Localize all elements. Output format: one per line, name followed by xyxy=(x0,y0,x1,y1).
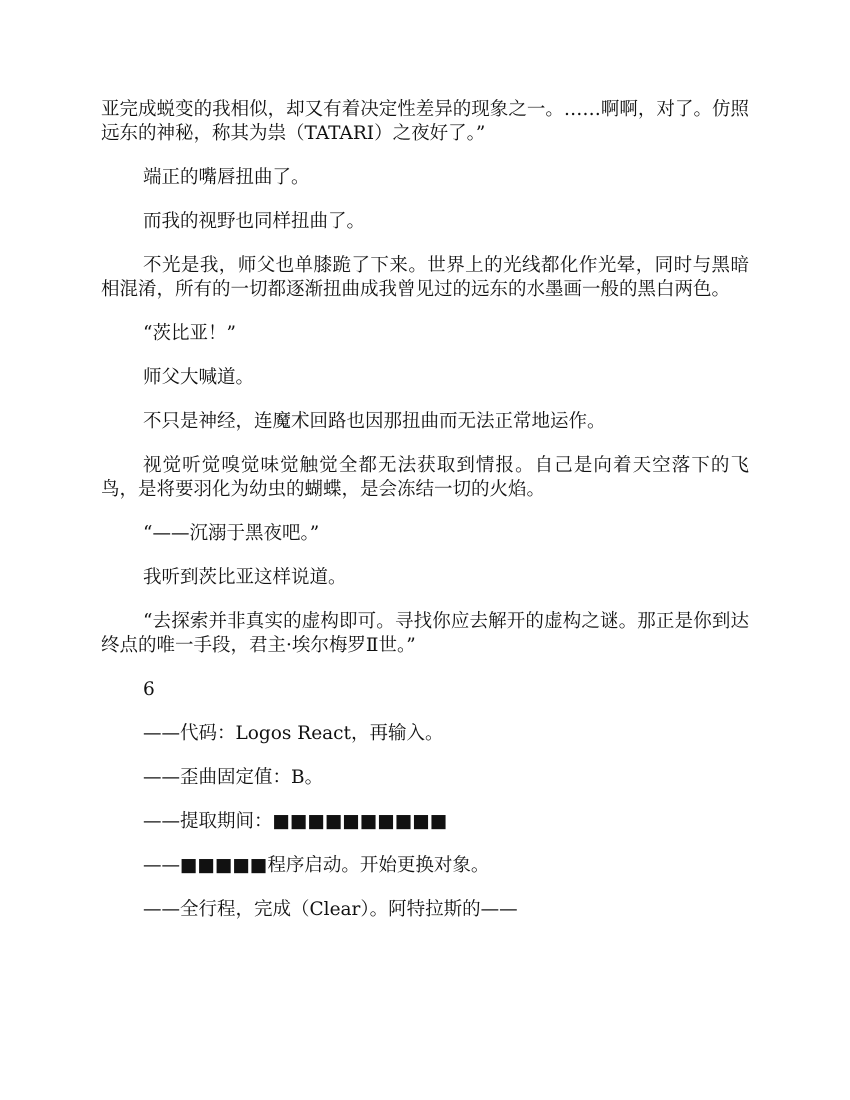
document-page xyxy=(101,98,749,942)
system-line: ——歪曲固定值：B。 xyxy=(143,767,324,788)
paragraph: 视觉听觉嗅觉味觉触觉全都无法获取到情报。自己是向着天空落下的飞鸟，是将要羽化为幼虫的蝴蝶，是会冻结一切的火焰。 xyxy=(101,455,749,500)
paragraph: 师父大喊道。 xyxy=(143,367,255,388)
paragraph: 端正的嘴唇扭曲了。 xyxy=(143,167,310,188)
section-number: 6 xyxy=(143,679,155,700)
dialogue-line: “茨比亚！” xyxy=(143,323,236,344)
dialogue-line: “——沉溺于黑夜吧。” xyxy=(143,523,320,544)
paragraph: 而我的视野也同样扭曲了。 xyxy=(143,211,366,232)
paragraph-continuation: 亚完成蜕变的我相似，却又有着决定性差异的现象之一。……啊啊，对了。仿照远东的神秘，称其为祟（TATARI）之夜好了。” xyxy=(101,99,749,144)
paragraph: 不只是神经，连魔术回路也因那扭曲而无法正常地运作。 xyxy=(143,411,606,432)
paragraph: 不光是我，师父也单膝跪了下来。世界上的光线都化作光晕，同时与黑暗相混淆，所有的一切都逐渐扭曲成我曾见过的远东的水墨画一般的黑白两色。 xyxy=(101,255,749,300)
dialogue-line: “去探索并非真实的虚构即可。寻找你应去解开的虚构之谜。那正是你到达终点的唯一手段，君主·埃尔梅罗Ⅱ世。” xyxy=(101,611,749,656)
paragraph: 我听到茨比亚这样说道。 xyxy=(143,567,347,588)
system-line: ——■■■■■程序启动。开始更换对象。 xyxy=(143,855,490,876)
system-line: ——提取期间：■■■■■■■■■■ xyxy=(143,811,448,832)
system-line: ——全行程，完成（Clear）。阿特拉斯的—— xyxy=(143,899,518,920)
system-line: ——代码：Logos React，再输入。 xyxy=(143,723,444,744)
